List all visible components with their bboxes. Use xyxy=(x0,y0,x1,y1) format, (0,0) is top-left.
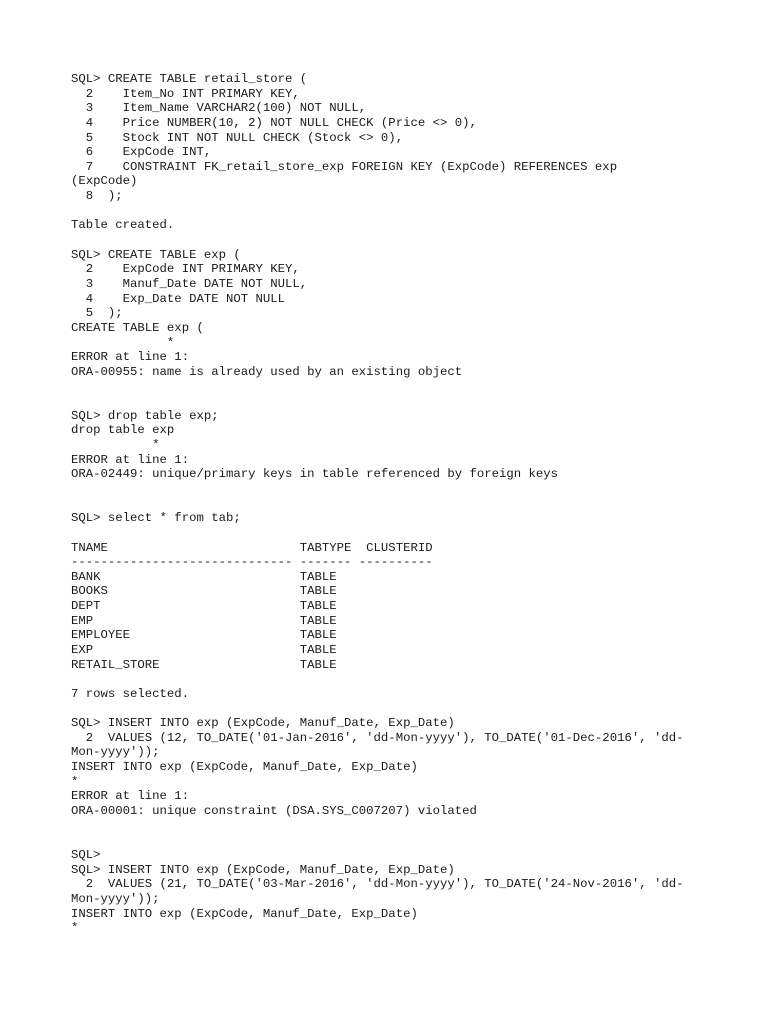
console-line: ERROR at line 1: xyxy=(71,789,190,804)
console-line xyxy=(71,497,684,512)
console-line: * xyxy=(71,921,79,936)
console-line: ORA-02449: unique/primary keys in table referenced by foreign keys xyxy=(71,467,559,482)
console-line: 5 Stock INT NOT NULL CHECK (Stock <> 0), xyxy=(71,130,404,145)
console-line: 8 ); xyxy=(71,189,123,204)
console-line xyxy=(71,702,684,717)
console-line xyxy=(71,233,684,248)
console-line: * xyxy=(71,438,160,453)
console-line: DEPT TABLE xyxy=(71,599,337,614)
console-line: Mon-yyyy')); xyxy=(71,745,160,760)
console-line: ------------------------------ ------- ---------- xyxy=(71,555,433,570)
console-line: ORA-00955: name is already used by an existing object xyxy=(71,364,463,379)
console-line: SQL> select * from tab; xyxy=(71,511,241,526)
console-line: 6 ExpCode INT, xyxy=(71,145,212,160)
console-line: * xyxy=(71,774,79,789)
console-line xyxy=(71,379,684,394)
console-line: 2 VALUES (21, TO_DATE('03-Mar-2016', 'dd-Mon-yyyy'), TO_DATE('24-Nov-2016', 'dd- xyxy=(71,877,684,892)
console-line: 4 Price NUMBER(10, 2) NOT NULL CHECK (Price <> 0), xyxy=(71,115,477,130)
console-line: ERROR at line 1: xyxy=(71,452,190,467)
console-line: 7 CONSTRAINT FK_retail_store_exp FOREIGN KEY (ExpCode) REFERENCES exp xyxy=(71,159,618,174)
console-line xyxy=(71,204,684,219)
console-line: 4 Exp_Date DATE NOT NULL xyxy=(71,291,286,306)
console-line: SQL> drop table exp; xyxy=(71,408,219,423)
console-line: 7 rows selected. xyxy=(71,686,190,701)
console-line: Mon-yyyy')); xyxy=(71,891,160,906)
console-line: SQL> INSERT INTO exp (ExpCode, Manuf_Date, Exp_Date) xyxy=(71,862,455,877)
console-line: INSERT INTO exp (ExpCode, Manuf_Date, Exp_Date) xyxy=(71,906,418,921)
console-line: EMPLOYEE TABLE xyxy=(71,628,337,643)
console-line: SQL> xyxy=(71,847,101,862)
console-line: 2 VALUES (12, TO_DATE('01-Jan-2016', 'dd-Mon-yyyy'), TO_DATE('01-Dec-2016', 'dd- xyxy=(71,730,684,745)
console-line: drop table exp xyxy=(71,423,175,438)
console-line xyxy=(71,672,684,687)
console-line: RETAIL_STORE TABLE xyxy=(71,657,337,672)
console-line: BOOKS TABLE xyxy=(71,584,337,599)
console-line: CREATE TABLE exp ( xyxy=(71,320,204,335)
console-line xyxy=(71,526,684,541)
console-line: 3 Manuf_Date DATE NOT NULL, xyxy=(71,276,308,291)
console-line xyxy=(71,833,684,848)
console-line: EMP TABLE xyxy=(71,613,337,628)
console-line: * xyxy=(71,335,175,350)
console-line: EXP TABLE xyxy=(71,642,337,657)
console-line: 5 ); xyxy=(71,306,123,321)
console-line: INSERT INTO exp (ExpCode, Manuf_Date, Exp_Date) xyxy=(71,760,418,775)
console-line: ORA-00001: unique constraint (DSA.SYS_C007207) violated xyxy=(71,804,477,819)
console-line: ERROR at line 1: xyxy=(71,350,190,365)
console-line: SQL> CREATE TABLE retail_store ( xyxy=(71,72,308,86)
console-line: 3 Item_Name VARCHAR2(100) NOT NULL, xyxy=(71,101,367,116)
sql-console-output xyxy=(71,72,684,936)
console-line: (ExpCode) xyxy=(71,174,138,189)
console-line: 2 Item_No INT PRIMARY KEY, xyxy=(71,86,300,101)
console-line: Table created. xyxy=(71,218,175,233)
console-line xyxy=(71,394,684,409)
console-line: SQL> CREATE TABLE exp ( xyxy=(71,247,241,262)
console-line xyxy=(71,819,684,834)
console-line: TNAME TABTYPE CLUSTERID xyxy=(71,540,433,555)
console-line: 2 ExpCode INT PRIMARY KEY, xyxy=(71,262,300,277)
console-line: BANK TABLE xyxy=(71,569,337,584)
console-line: SQL> INSERT INTO exp (ExpCode, Manuf_Date, Exp_Date) xyxy=(71,716,455,731)
console-line xyxy=(71,482,684,497)
